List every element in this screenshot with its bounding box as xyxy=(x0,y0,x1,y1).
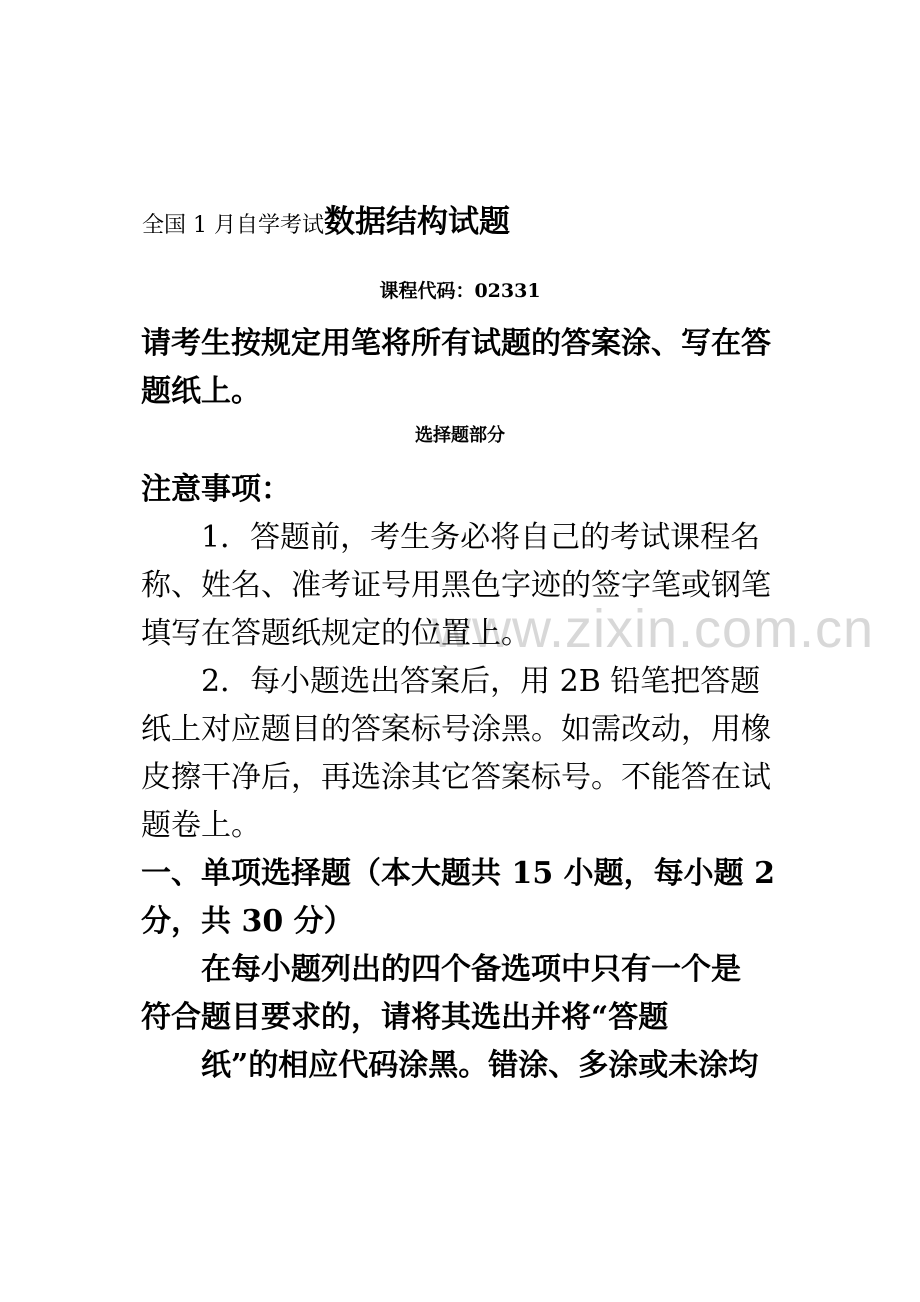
note1-line-2: 称、姓名、准考证号用黑色字迹的签字笔或钢笔 xyxy=(141,568,771,603)
course-code: 课程代码：02331 xyxy=(379,280,541,302)
notice-heading: 注意事项： xyxy=(141,472,291,507)
note2-line-3: 皮擦干净后，再选涂其它答案标号。不能答在试 xyxy=(141,760,771,795)
page-title xyxy=(142,196,510,241)
instruction-line-2: 题纸上。 xyxy=(141,374,261,409)
title-main: 数据结构试题 xyxy=(323,204,510,240)
watermark: www.zixin.com.cn xyxy=(432,599,875,659)
part1-heading-line-2: 分，共 30 分） xyxy=(141,904,354,939)
note2-line-4: 题卷上。 xyxy=(141,808,261,843)
note2-line-1: 2．每小题选出答案后，用 2B 铅笔把答题 xyxy=(201,664,761,699)
section-label: 选择题部分 xyxy=(415,425,505,446)
note2-line-2: 纸上对应题目的答案标号涂黑。如需改动，用橡 xyxy=(141,712,771,747)
part1-intro-line-2: 符合题目要求的，请将其选出并将“答题 xyxy=(141,1000,669,1035)
title-prefix: 全国 1 月自学考试 xyxy=(142,213,324,238)
part1-intro-line-3: 纸”的相应代码涂黑。错涂、多涂或未涂均 xyxy=(201,1048,759,1083)
part1-heading-line-1: 一、单项选择题（本大题共 15 小题，每小题 2 xyxy=(141,856,775,891)
instruction-line-1: 请考生按规定用笔将所有试题的答案涂、写在答 xyxy=(141,326,771,361)
note1-line-1: 1．答题前，考生务必将自己的考试课程名 xyxy=(201,520,761,555)
note1-line-3: 填写在答题纸规定的位置上。 xyxy=(141,616,531,651)
part1-intro-line-1: 在每小题列出的四个备选项中只有一个是 xyxy=(201,952,741,987)
